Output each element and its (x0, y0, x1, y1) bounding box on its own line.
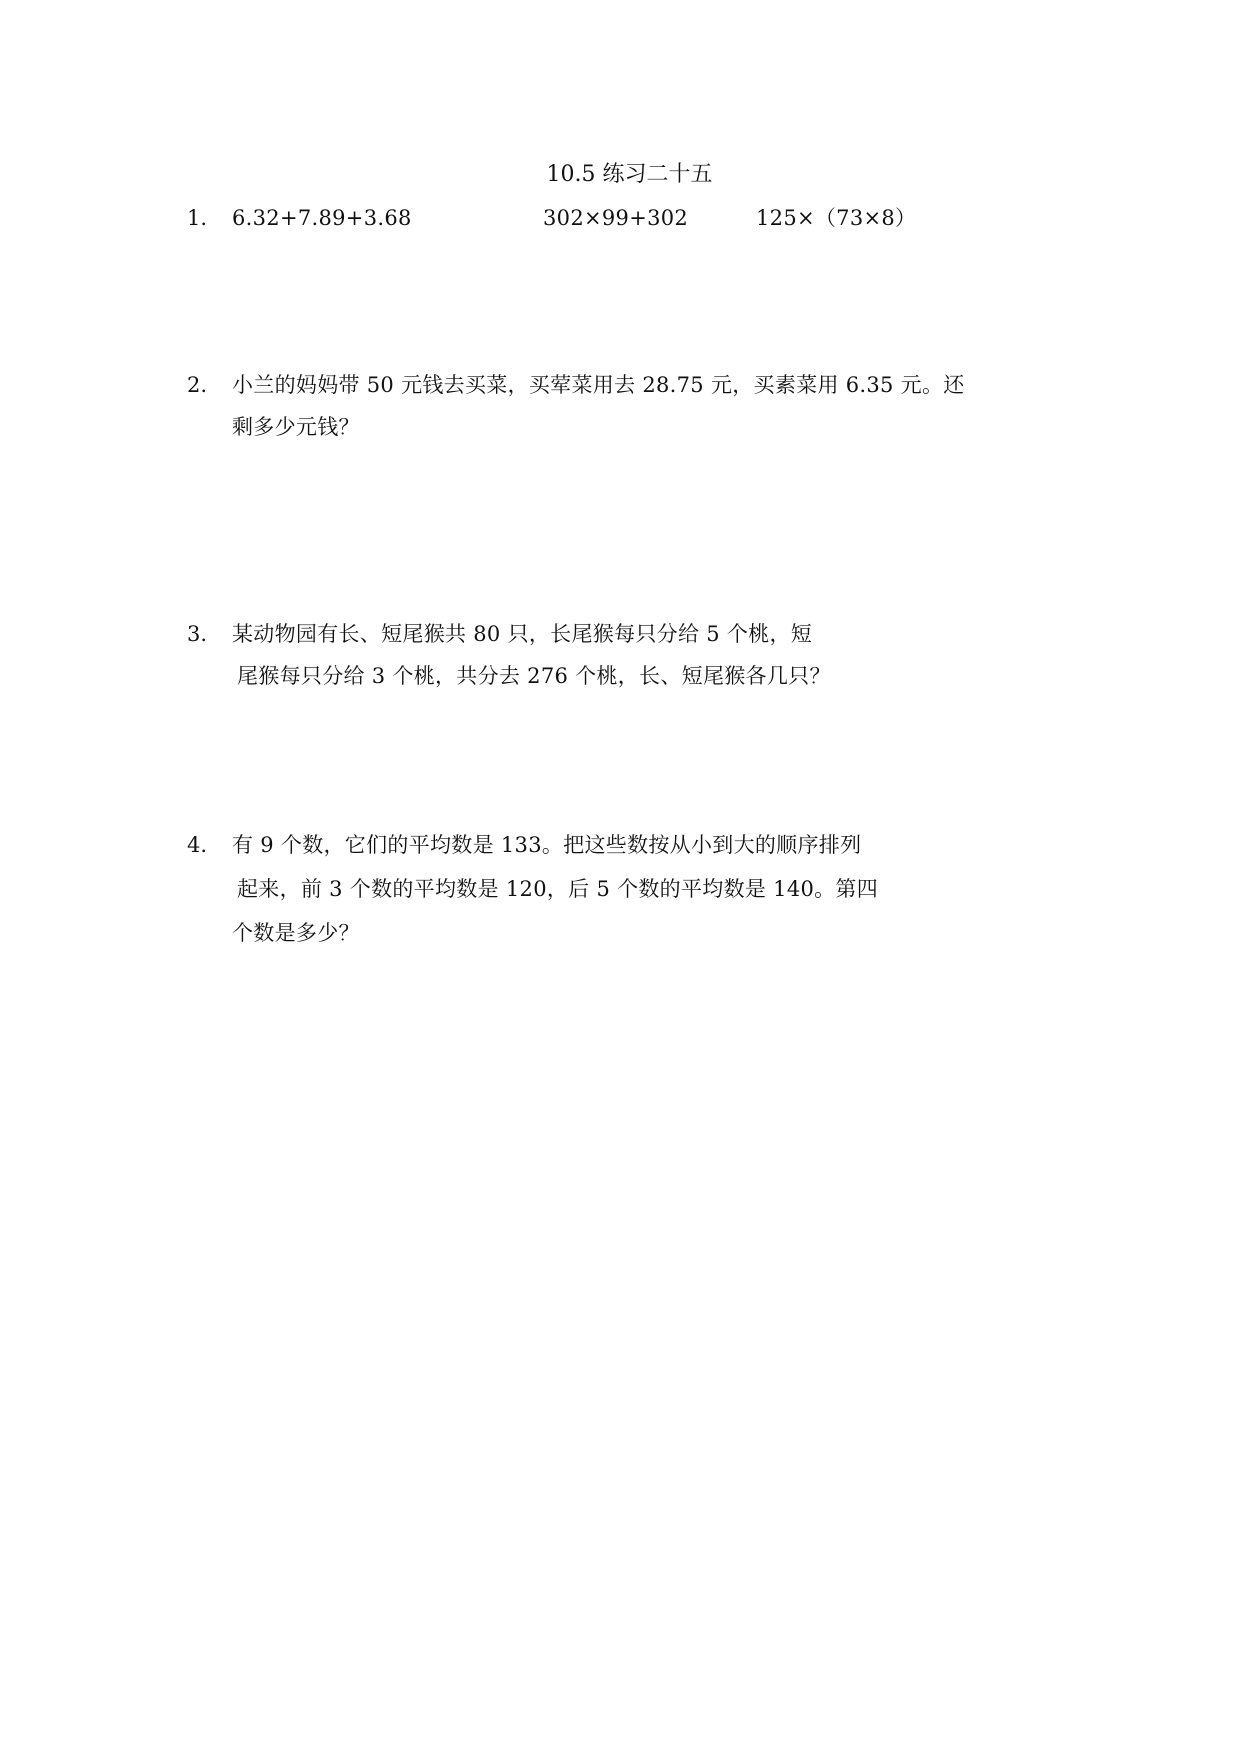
question-text-line: 剩多少元钱？ (232, 415, 360, 439)
question-text-line: 个数是多少？ (232, 921, 360, 945)
question-text-line: 小兰的妈妈带 50 元钱去买菜，买荤菜用去 28.75 元，买素菜用 6.35 元。还 (232, 373, 965, 397)
question-text-line: 尾猴每只分给 3 个桃，共分去 276 个桃，长、短尾猴各几只？ (237, 664, 831, 688)
question-text-line: 起来，前 3 个数的平均数是 120，后 5 个数的平均数是 140。第四 (237, 877, 879, 901)
question-text-line: 有 9 个数，它们的平均数是 133。把这些数按从小到大的顺序排列 (232, 833, 862, 857)
question-number: 2. (187, 373, 208, 397)
page-title: 10.5 练习二十五 (546, 162, 713, 187)
question-number: 3. (187, 622, 208, 646)
expression-1: 6.32+7.89+3.68 (232, 206, 412, 230)
expression-3: 125×（73×8） (756, 206, 917, 230)
question-number: 1. (187, 206, 208, 230)
question-number: 4. (187, 833, 208, 857)
question-text-line: 某动物园有长、短尾猴共 80 只，长尾猴每只分给 5 个桃，短 (232, 622, 813, 646)
expression-2: 302×99+302 (543, 206, 689, 230)
